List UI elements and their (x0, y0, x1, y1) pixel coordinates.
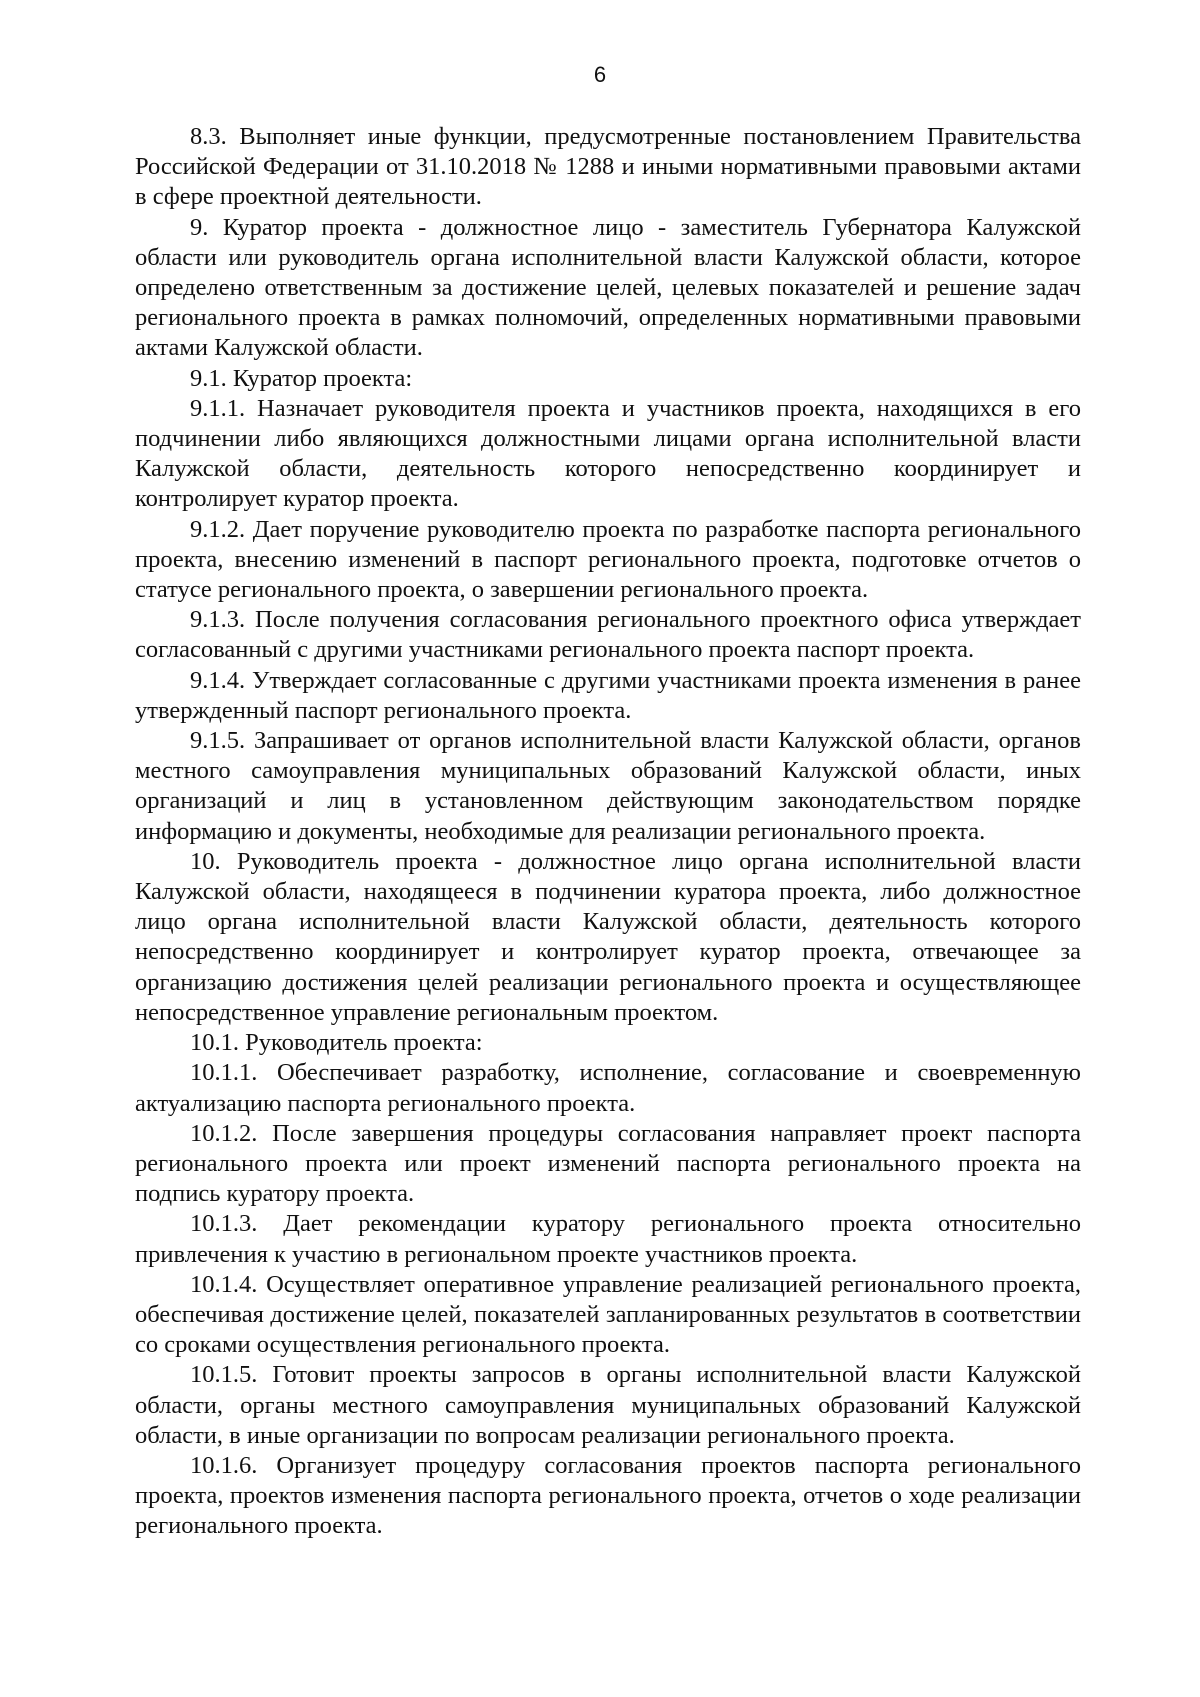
paragraph-10-1-4: 10.1.4. Осуществляет оперативное управление реализацией регионального проекта, обеспечивая достижение целей, показателей запланированных результатов в соответствии со сроками осуществления регионального проекта. (135, 1270, 1081, 1359)
paragraph-10-1-5: 10.1.5. Готовит проекты запросов в органы исполнительной власти Калужской области, органы местного самоуправления муниципальных образований Калужской области, в иные организации по вопросам реализации регионального проекта. (135, 1361, 1081, 1449)
paragraph-10-1-6: 10.1.6. Организует процедуру согласования проектов паспорта регионального проекта, проектов изменения паспорта регионального проекта, отчетов о ходе реализации регионального проекта. (135, 1451, 1081, 1540)
paragraph-10-1-2: 10.1.2. После завершения процедуры согласования направляет проект паспорта регионального проекта или проект изменений паспорта регионального проекта на подпись куратору проекта. (135, 1119, 1081, 1208)
paragraph-10-1-1: 10.1.1. Обеспечивает разработку, исполнение, согласование и своевременную актуализацию паспорта регионального проекта. (135, 1059, 1081, 1117)
paragraph-9-1-4: 9.1.4. Утверждает согласованные с другими участниками проекта изменения в ранее утвержденный паспорт регионального проекта. (135, 666, 1081, 724)
paragraph-10-1: 10.1. Руководитель проекта: (190, 1029, 483, 1057)
paragraph-10: 10. Руководитель проекта - должностное лицо органа исполнительной власти Калужской области, находящееся в подчинении куратора проекта, либо должностное лицо органа исполнительной власти Калужской области, деятельность которого непосредственно координирует и контролирует куратор проекта, отвечающее за организацию достижения целей реализации регионального проекта и осуществляющее непосредственное управление региональным проектом. (135, 847, 1081, 1026)
paragraph-8-3: 8.3. Выполняет иные функции, предусмотренные постановлением Правительства Российской Федерации от 31.10.2018 № 1288 и иными нормативными правовыми актами в сфере проектной деятельности. (135, 123, 1081, 211)
document-body (135, 122, 1081, 1542)
page-number: 6 (593, 62, 607, 87)
paragraph-9-1-3: 9.1.3. После получения согласования регионального проектного офиса утверждает согласованный с другими участниками регионального проекта паспорт проекта. (135, 606, 1081, 664)
paragraph-9-1-1: 9.1.1. Назначает руководителя проекта и участников проекта, находящихся в его подчинении либо являющихся должностными лицами органа исполнительной власти Калужской области, деятельность которого непосредственно координирует и контролирует куратор проекта. (135, 394, 1081, 513)
paragraph-10-1-3: 10.1.3. Дает рекомендации куратору регионального проекта относительно привлечения к участию в региональном проекте участников проекта. (135, 1210, 1081, 1268)
paragraph-9-1-2: 9.1.2. Дает поручение руководителю проекта по разработке паспорта регионального проекта, внесению изменений в паспорт регионального проекта, подготовке отчетов о статусе регионального проекта, о завершении регионального проекта. (135, 515, 1081, 604)
paragraph-9: 9. Куратор проекта - должностное лицо - заместитель Губернатора Калужской области или руководитель органа исполнительной власти Калужской области, которое определено ответственным за достижение целей, целевых показателей и решение задач регионального проекта в рамках полномочий, определенных нормативными правовыми актами Калужской области. (135, 213, 1081, 362)
paragraph-9-1-5: 9.1.5. Запрашивает от органов исполнительной власти Калужской области, органов местного самоуправления муниципальных образований Калужской области, иных организаций и лиц в установленном действующим законодательством порядке информацию и документы, необходимые для реализации регионального проекта. (135, 727, 1081, 845)
paragraph-9-1: 9.1. Куратор проекта: (190, 364, 413, 392)
